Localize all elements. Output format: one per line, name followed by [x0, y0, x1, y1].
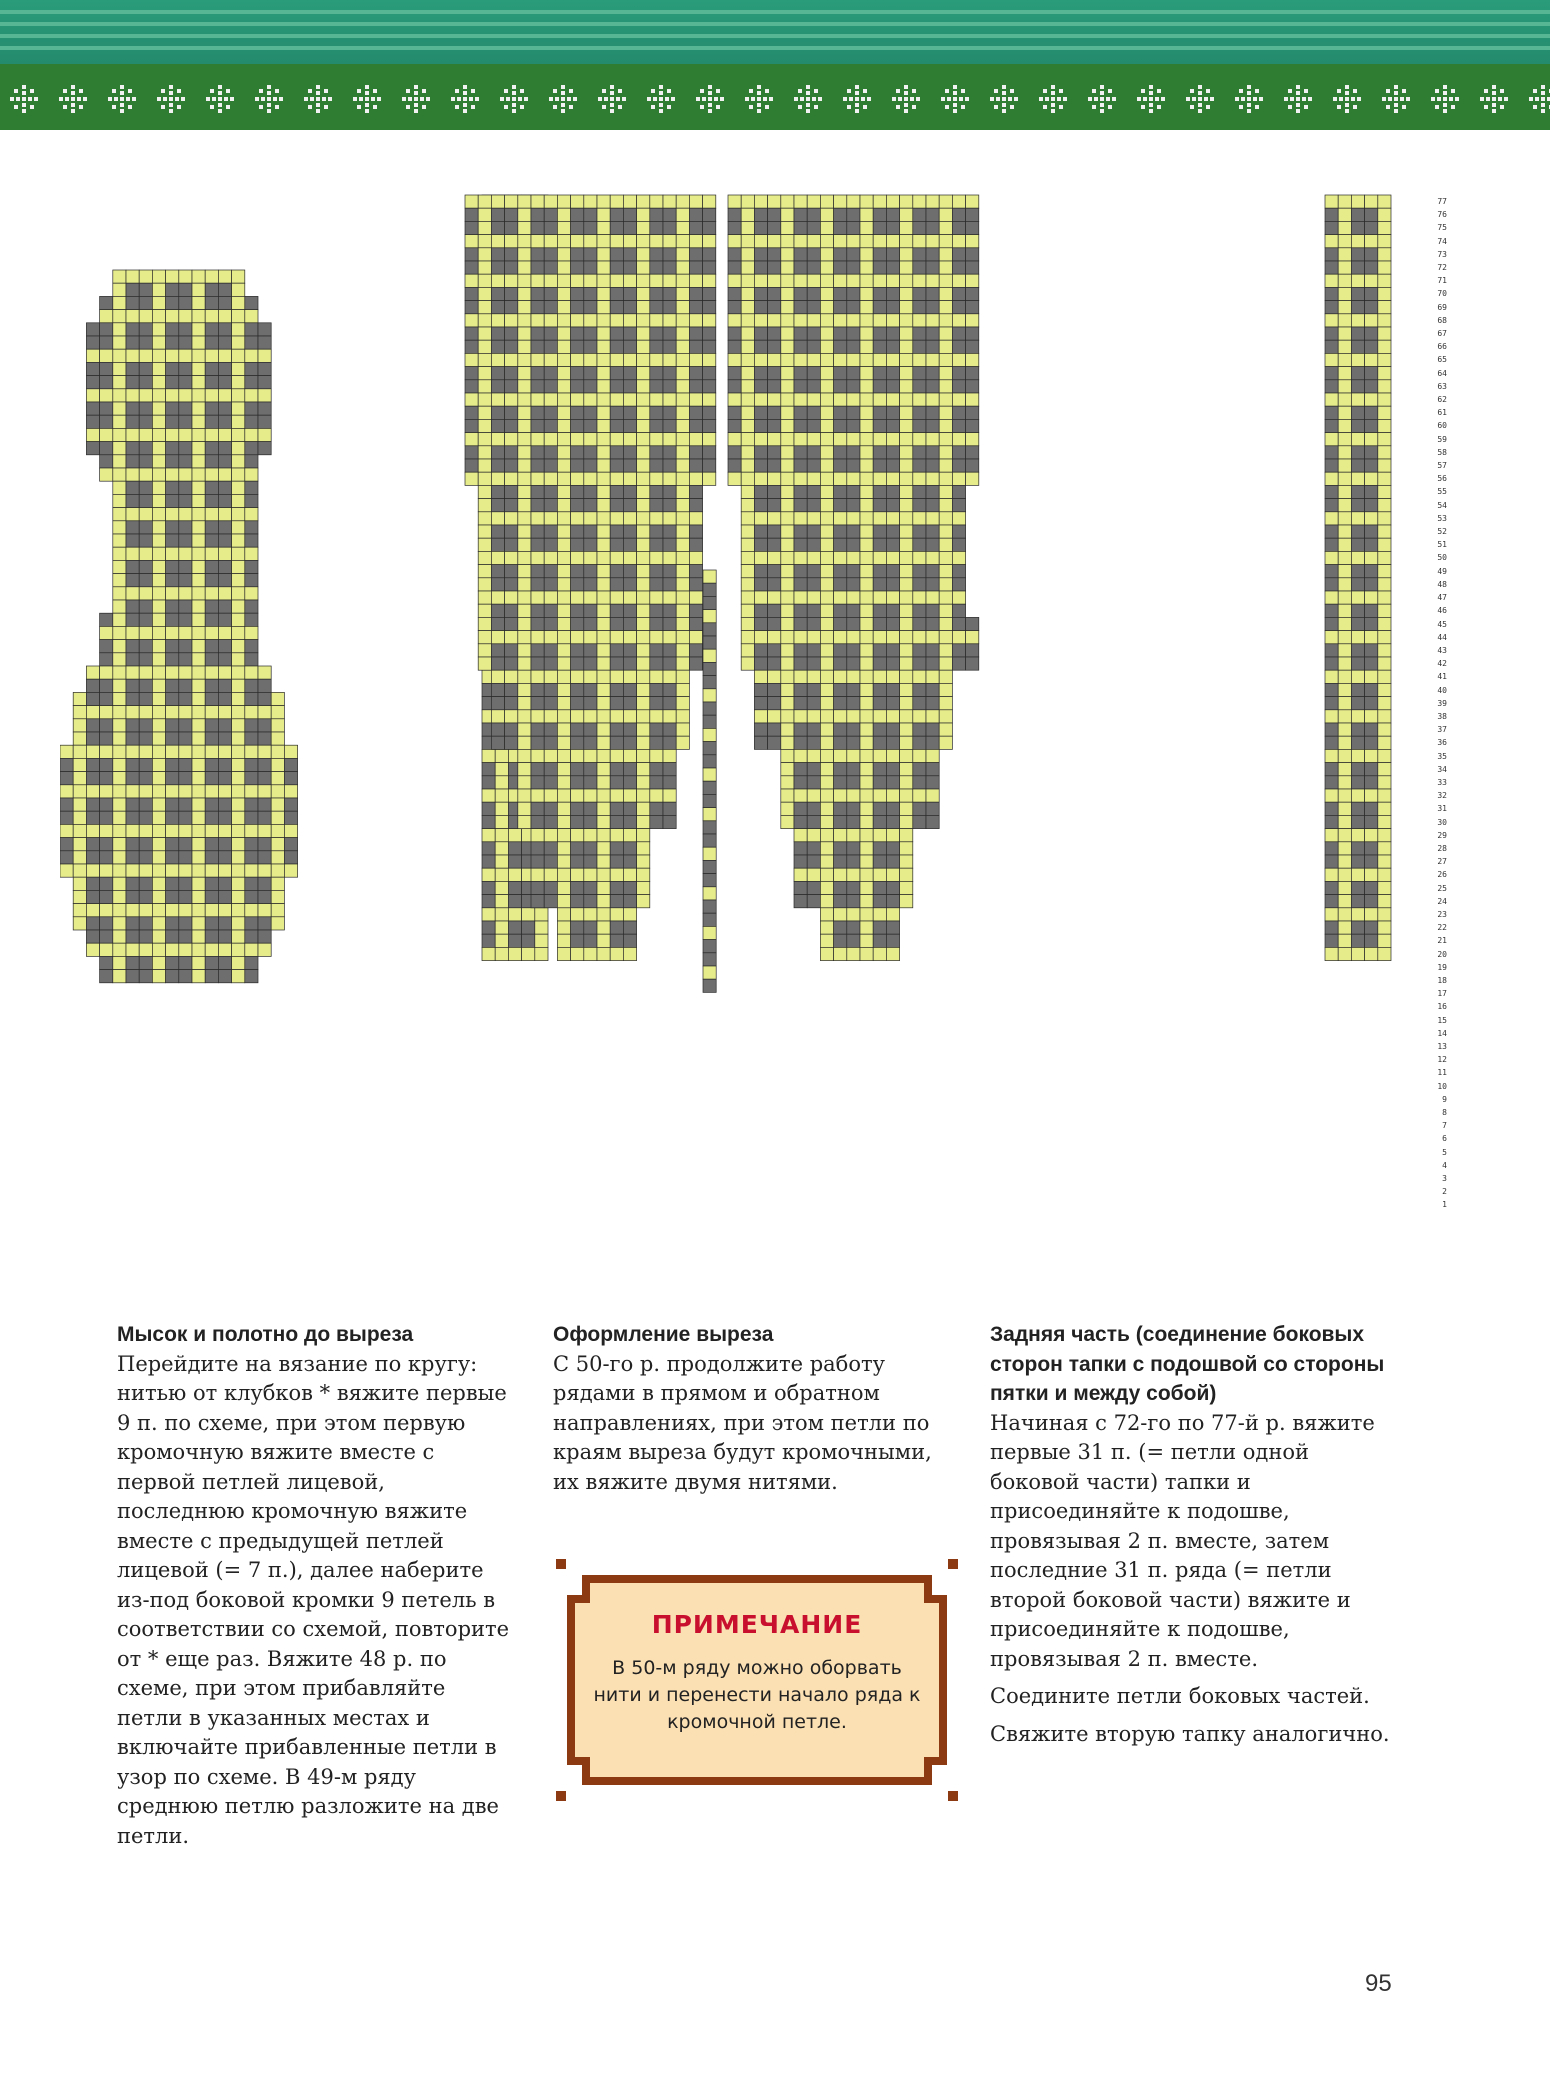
section-paragraph: Начиная с 72-го по 77-й р. вяжите первые 31 п. (= петли одной боковой части) тапки и присоединяйте к подошве, провязывая 2 п. вместе, затем последние 31 п. ряда (= петли второй боковой части) вяжите и присоединяйте к подошве, провязывая 2 п. вместе.	[990, 1410, 1375, 1671]
row-number: 57	[1437, 461, 1447, 471]
row-number: 53	[1437, 513, 1447, 523]
row-number: 47	[1437, 593, 1447, 603]
sole-chart	[60, 270, 298, 983]
row-number: 21	[1437, 936, 1447, 946]
row-number: 15	[1437, 1015, 1447, 1025]
row-number: 32	[1437, 791, 1447, 801]
row-number: 30	[1437, 817, 1447, 827]
row-number: 63	[1437, 381, 1447, 391]
row-number: 69	[1437, 302, 1447, 312]
section-back	[990, 1320, 1390, 1757]
row-number: 52	[1437, 527, 1447, 537]
page-number: 95	[1365, 1970, 1392, 1997]
row-number: 12	[1437, 1055, 1447, 1065]
knitting-chart	[60, 190, 1430, 1250]
row-number: 60	[1437, 421, 1447, 431]
row-number: 41	[1437, 672, 1447, 682]
row-number: 40	[1437, 685, 1447, 695]
row-number: 77	[1437, 197, 1447, 206]
section-heading: Оформление выреза	[553, 1323, 774, 1346]
row-number: 44	[1437, 632, 1447, 642]
row-number: 17	[1437, 989, 1447, 999]
row-number: 9	[1442, 1094, 1447, 1104]
row-number: 23	[1437, 909, 1447, 919]
row-number: 51	[1437, 540, 1447, 550]
row-number: 35	[1437, 751, 1447, 761]
row-number: 67	[1437, 329, 1447, 339]
row-number: 5	[1442, 1147, 1447, 1157]
section-paragraph: Свяжите вторую тапку аналогично.	[990, 1721, 1390, 1746]
section-paragraph: Соедините петли боковых частей.	[990, 1684, 1370, 1708]
row-number: 31	[1437, 804, 1447, 814]
row-number: 72	[1437, 263, 1447, 273]
row-number: 54	[1437, 500, 1447, 510]
row-number: 20	[1437, 949, 1447, 959]
header-stripe	[0, 22, 1550, 26]
section-heading: Мысок и полотно до выреза	[117, 1323, 414, 1346]
row-number: 49	[1437, 566, 1447, 576]
row-number: 24	[1437, 896, 1447, 906]
row-number: 26	[1437, 870, 1447, 880]
header-stripe	[0, 10, 1550, 14]
row-number: 14	[1437, 1028, 1447, 1038]
row-number: 71	[1437, 276, 1447, 286]
row-number: 75	[1437, 223, 1447, 233]
row-number: 18	[1437, 975, 1447, 985]
section-text: Перейдите на вязание по кругу: нитью от клубков * вяжите первые 9 п. по схеме, при этом первую кромочную вяжите вместе с первой петлей лицевой, последнюю кромочную вяжите вместе с предыдущей петлей лицевой (= 7 п.), далее наберите из-под боковой кромки 9 петель в соответствии со схемой, повторите от * еще раз. Вяжите 48 р. по схеме, при этом прибавляйте петли в указанных местах и включайте прибавленные петли в узор по схеме. В 49-м ряду среднюю петлю разложите на две петли.	[117, 1351, 510, 1848]
row-number: 11	[1437, 1068, 1447, 1078]
row-number: 62	[1437, 395, 1447, 405]
row-number: 19	[1437, 962, 1447, 972]
section-text: С 50-го р. продолжите работу рядами в прямом и обратном направлениях, при этом петли по краям выреза будут кромочными, их вяжите двумя нитями.	[553, 1351, 932, 1494]
row-number: 7	[1442, 1121, 1447, 1131]
row-number: 22	[1437, 923, 1447, 933]
row-number: 55	[1437, 487, 1447, 497]
row-number: 2	[1442, 1187, 1447, 1197]
row-number: 3	[1442, 1174, 1447, 1184]
row-number: 56	[1437, 474, 1447, 484]
row-number: 28	[1437, 843, 1447, 853]
row-number: 27	[1437, 857, 1447, 867]
row-number: 6	[1442, 1134, 1447, 1144]
row-number: 29	[1437, 830, 1447, 840]
row-number: 68	[1437, 315, 1447, 325]
row-number: 58	[1437, 447, 1447, 457]
row-number: 38	[1437, 711, 1447, 721]
row-number: 73	[1437, 249, 1447, 259]
row-number: 59	[1437, 434, 1447, 444]
row-number: 42	[1437, 659, 1447, 669]
note-title: ПРИМЕЧАНИЕ	[651, 1610, 863, 1639]
decorative-header-band	[0, 0, 1550, 130]
header-stripe	[0, 46, 1550, 50]
note-text: В 50-м ряду можно оборвать нити и перенести начало ряда к кромочной петле.	[593, 1657, 921, 1733]
row-number: 46	[1437, 606, 1447, 616]
row-number: 4	[1442, 1160, 1447, 1170]
row-number: 65	[1437, 355, 1447, 365]
row-number: 33	[1437, 777, 1447, 787]
row-number: 39	[1437, 698, 1447, 708]
row-number: 48	[1437, 579, 1447, 589]
row-number: 64	[1437, 368, 1447, 378]
header-stripe	[0, 34, 1550, 38]
row-number-scale	[1423, 195, 1447, 1212]
snowflake-motif-icon	[0, 64, 1550, 130]
row-number: 43	[1437, 645, 1447, 655]
row-number: 34	[1437, 764, 1447, 774]
row-number: 10	[1437, 1081, 1447, 1091]
row-number: 8	[1442, 1108, 1447, 1118]
section-heading: Задняя часть (соединение боковых сторон тапки с подошвой со стороны пятки и между собой)	[990, 1323, 1385, 1405]
row-number: 70	[1437, 289, 1447, 299]
section-cutout	[553, 1320, 958, 1505]
side-strip-chart	[1325, 195, 1391, 961]
row-number: 16	[1437, 1002, 1447, 1012]
row-number: 61	[1437, 408, 1447, 418]
row-number: 36	[1437, 738, 1447, 748]
row-number: 37	[1437, 725, 1447, 735]
row-number: 25	[1437, 883, 1447, 893]
row-number: 66	[1437, 342, 1447, 352]
center-strip-chart	[703, 570, 716, 992]
row-number: 45	[1437, 619, 1447, 629]
row-number: 1	[1442, 1200, 1447, 1210]
row-number: 76	[1437, 210, 1447, 220]
section-toe	[117, 1320, 517, 1859]
row-number: 50	[1437, 553, 1447, 563]
row-number: 13	[1437, 1042, 1447, 1051]
row-number: 74	[1437, 236, 1447, 246]
upper-right-chart	[728, 195, 979, 961]
note-box	[552, 1555, 962, 1805]
